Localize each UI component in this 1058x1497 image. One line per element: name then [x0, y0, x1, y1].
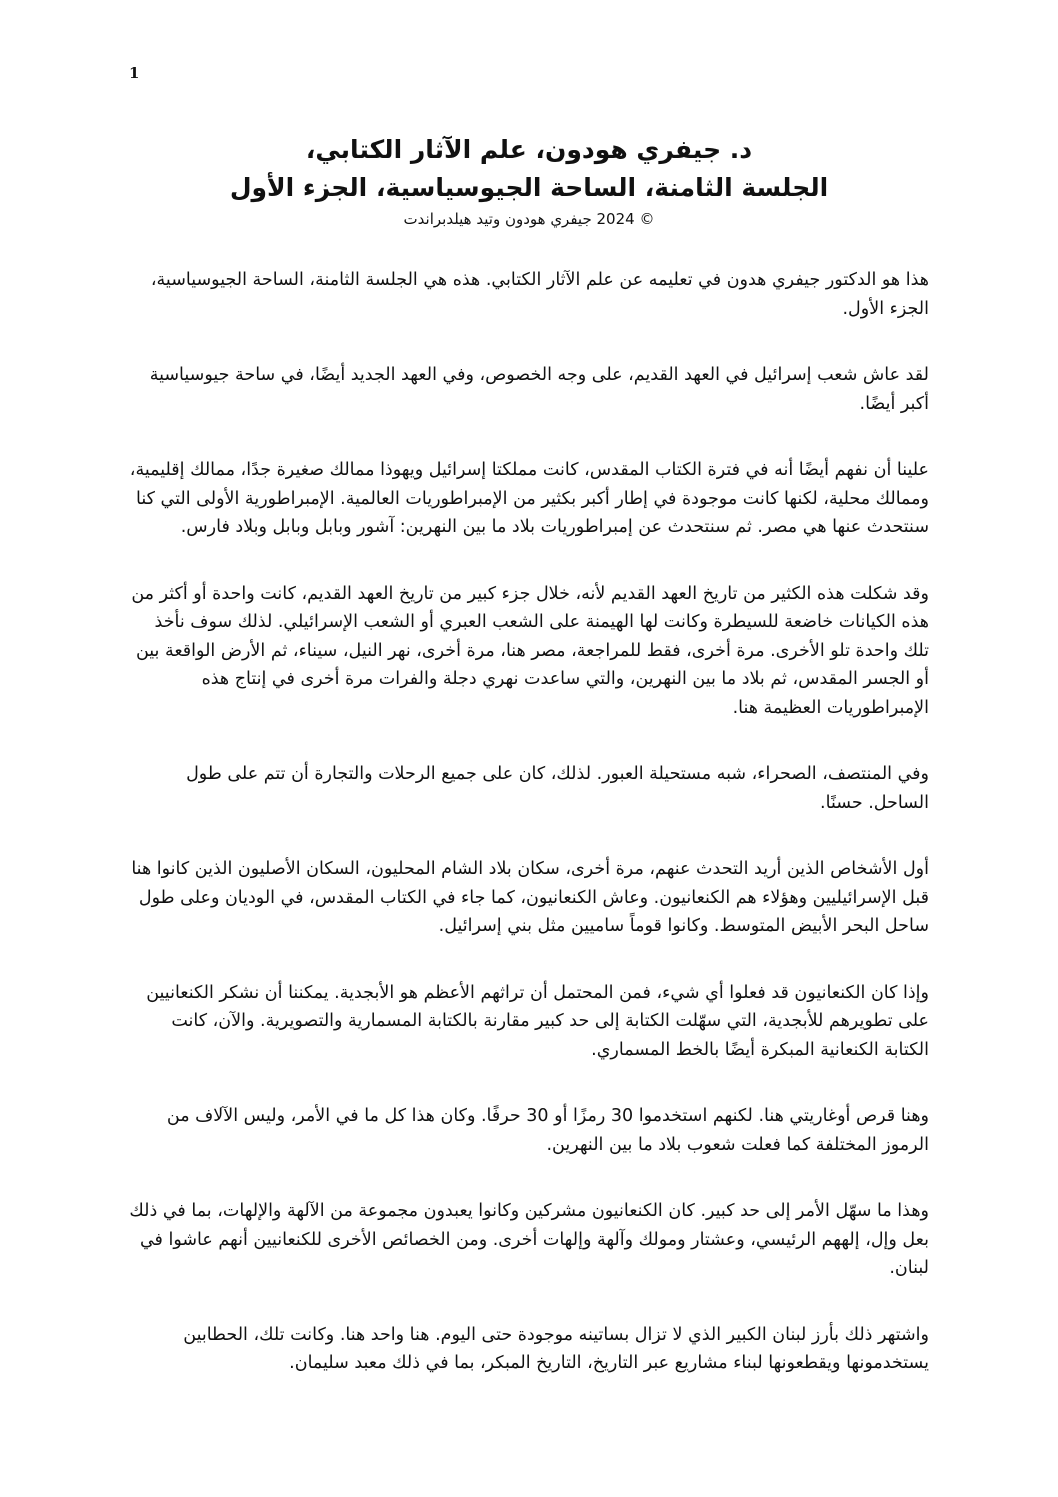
document-header	[129, 131, 929, 231]
paragraph-alphabet: وإذا كان الكنعانيون قد فعلوا أي شيء، فمن المحتمل أن تراثهم الأعظم هو الأبجدية. يمكننا أن نشكر الكنعانيين على تطويرهم للأبجدية، التي سهّلت الكتابة إلى حد كبير مقارنة بالكتابة المسمارية والتصويرية. والآن، كانت الكتابة الكنعانية المبكرة أيضًا بالخط المسماري.	[146, 982, 929, 1060]
transcript-body	[129, 266, 929, 1416]
paragraph-history-review: وقد شكلت هذه الكثير من تاريخ العهد القديم لأنه، خلال جزء كبير من تاريخ العهد القديم، كانت واحدة أو أكثر من هذه الكيانات خاضعة للسيطرة وكانت لها الهيمنة على الشعب العبري أو الشعب الإسرائيلي. لذلك سوف نأخذ تلك واحدة تلو الأخرى. مرة أخرى، فقط للمراجعة، مصر هنا، مرة أخرى، نهر النيل، سيناء، ثم الأرض الواقعة بين أو الجسر المقدس، ثم بلاد ما بين النهرين، والتي ساعدت نهري دجلة والفرات مرة أخرى في إنتاج هذه الإمبراطوريات العظيمة هنا.	[131, 583, 929, 718]
paragraph-ugaritic-tablet: وهنا قرص أوغاريتي هنا. لكنهم استخدموا 30 رمزًا أو 30 حرفًا. وكان هذا كل ما في الأمر، وليس الآلاف من الرموز المختلفة كما فعلت شعوب بلاد ما بين النهرين.	[166, 1106, 929, 1155]
page-number: 1	[129, 64, 140, 82]
title-line-1: د. جيفري هودون، علم الآثار الكتابي،	[305, 135, 753, 164]
paragraph-empires: علينا أن نفهم أيضًا أنه في فترة الكتاب المقدس، كانت مملكتا إسرائيل ويهوذا ممالك صغيرة جدًا، ممالك إقليمية، وممالك محلية، لكنها كانت موجودة في إطار أكبر بكثير من الإمبراطوريات العالمية. الإمبراطورية الأولى التي كنا سنتحدث عنها هي مصر. ثم سنتحدث عن إمبراطوريات بلاد ما بين النهرين: آشور وبابل وبابل وبلاد فارس.	[129, 460, 929, 537]
title-line-2: الجلسة الثامنة، الساحة الجيوسياسية، الجزء الأول	[229, 173, 829, 202]
paragraph-desert: وفي المنتصف، الصحراء، شبه مستحيلة العبور. لذلك، كان على جميع الرحلات والتجارة أن تتم على طول الساحل. حسنًا.	[186, 764, 929, 813]
paragraph-canaanites: أول الأشخاص الذين أريد التحدث عنهم، مرة أخرى، سكان بلاد الشام المحليون، السكان الأصليون الذين كانوا هنا قبل الإسرائيليين وهؤلاء هم الكنعانيون. وعاش الكنعانيون، كما جاء في الكتاب المقدس، في الوديان وعلى طول ساحل البحر الأبيض المتوسط. وكانوا قوماً ساميين مثل بني إسرائيل.	[131, 859, 929, 936]
paragraph-religion: وهذا ما سهّل الأمر إلى حد كبير. كان الكنعانيون مشركين وكانوا يعبدون مجموعة من الآلهة والإلهات، بما في ذلك بعل وإل، إلههم الرئيسي، وعشتار ومولك وآلهة وإلهات أخرى. ومن الخصائص الأخرى للكنعانيين أنهم عاشوا في لبنان.	[129, 1201, 929, 1278]
paragraph-cedars: واشتهر ذلك بأرز لبنان الكبير الذي لا تزال بساتينه موجودة حتى اليوم. هنا واحد هنا. وكانت تلك، الحطابين يستخدمونها ويقطعونها لبناء مشاريع عبر التاريخ، التاريخ المبكر، بما في ذلك معبد سليمان.	[183, 1324, 929, 1373]
copyright-line: © 2024 جيفري هودون وتيد هيلدبراندت	[403, 210, 655, 228]
paragraph-intro: هذا هو الدكتور جيفري هدون في تعليمه عن علم الآثار الكتابي. هذه هي الجلسة الثامنة، الساحة الجيوسياسية، الجزء الأول.	[150, 270, 929, 319]
paragraph-israel-arena: لقد عاش شعب إسرائيل في العهد القديم، على وجه الخصوص، وفي العهد الجديد أيضًا، في ساحة جيوسياسية أكبر أيضًا.	[149, 365, 929, 414]
